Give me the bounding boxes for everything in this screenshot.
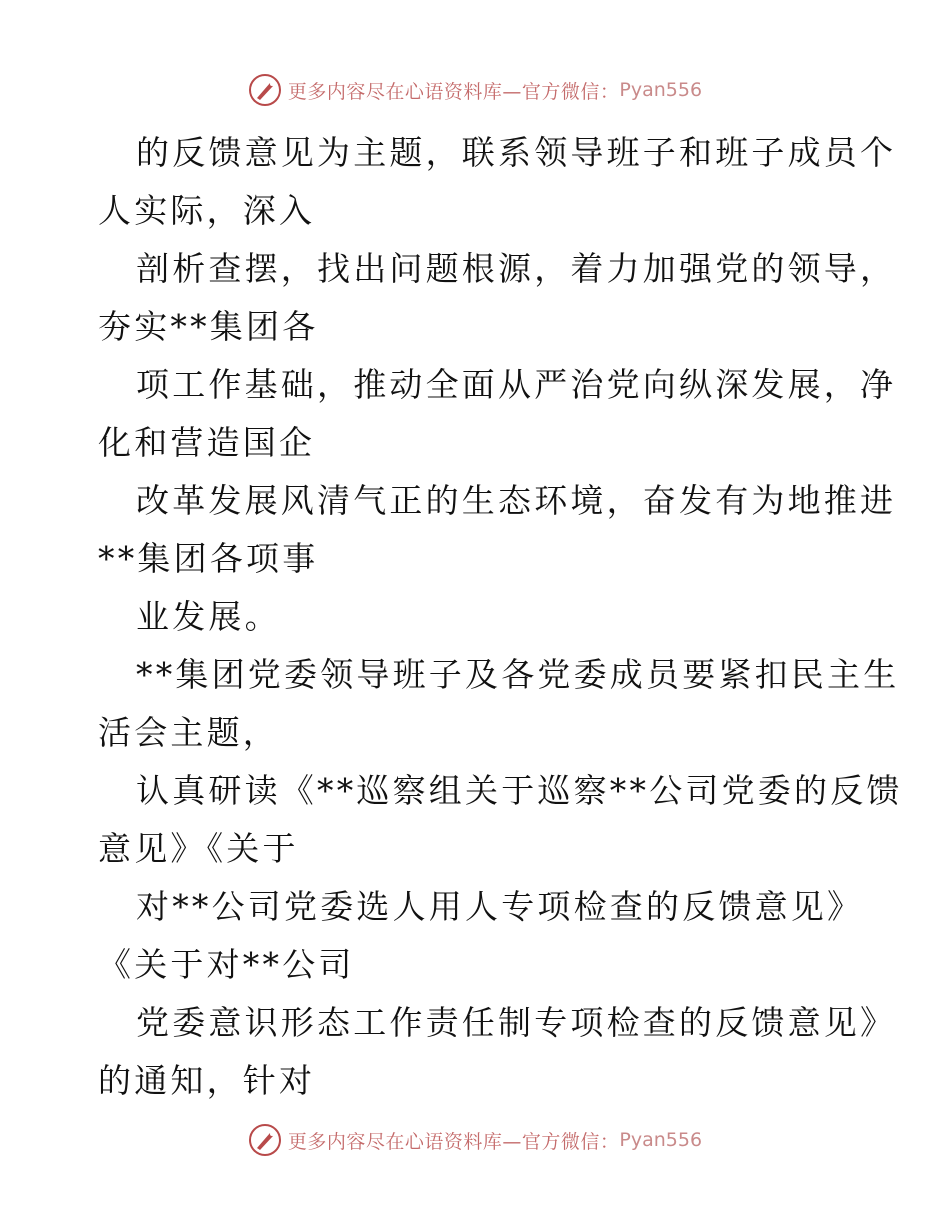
text-line: 《关于对**公司 — [98, 945, 355, 984]
text-line: 对**公司党委选人用人专项检查的反馈意见》 — [136, 887, 864, 926]
watermark-wechat-id: Pyan556 — [619, 1129, 703, 1151]
text-line: **集团党委领导班子及各党委成员要紧扣民主生 — [136, 655, 900, 694]
text-line: 夯实**集团各 — [98, 307, 319, 346]
pen-logo-icon — [248, 1123, 282, 1157]
document-body — [98, 124, 903, 1110]
text-line: 项工作基础，推动全面从严治党向纵深发展，净 — [136, 365, 897, 404]
watermark-text: 更多内容尽在心语资料库—官方微信： — [287, 80, 620, 103]
watermark-text: 更多内容尽在心语资料库—官方微信： — [287, 1130, 620, 1153]
text-line: 化和营造国企 — [98, 423, 316, 462]
pen-logo-icon — [248, 73, 282, 107]
text-line: 活会主题， — [98, 713, 279, 752]
text-line: 的通知，针对 — [98, 1061, 316, 1100]
text-line: 的反馈意见为主题，联系领导班子和班子成员个 — [136, 133, 897, 172]
text-line: 意见》《关于 — [98, 829, 299, 868]
footer-watermark — [0, 1120, 950, 1160]
text-line: 党委意识形态工作责任制专项检查的反馈意见》 — [136, 1003, 897, 1042]
text-line: 认真研读《**巡察组关于巡察**公司党委的反馈 — [136, 771, 903, 810]
header-watermark — [0, 70, 950, 110]
text-line: 业发展。 — [136, 597, 281, 636]
text-line: **集团各项事 — [98, 539, 319, 578]
watermark-wechat-id: Pyan556 — [619, 79, 703, 101]
text-line: 剖析查摆，找出问题根源，着力加强党的领导， — [136, 249, 897, 288]
text-line: 改革发展风清气正的生态环境，奋发有为地推进 — [136, 481, 897, 520]
text-line: 人实际，深入 — [98, 191, 316, 230]
